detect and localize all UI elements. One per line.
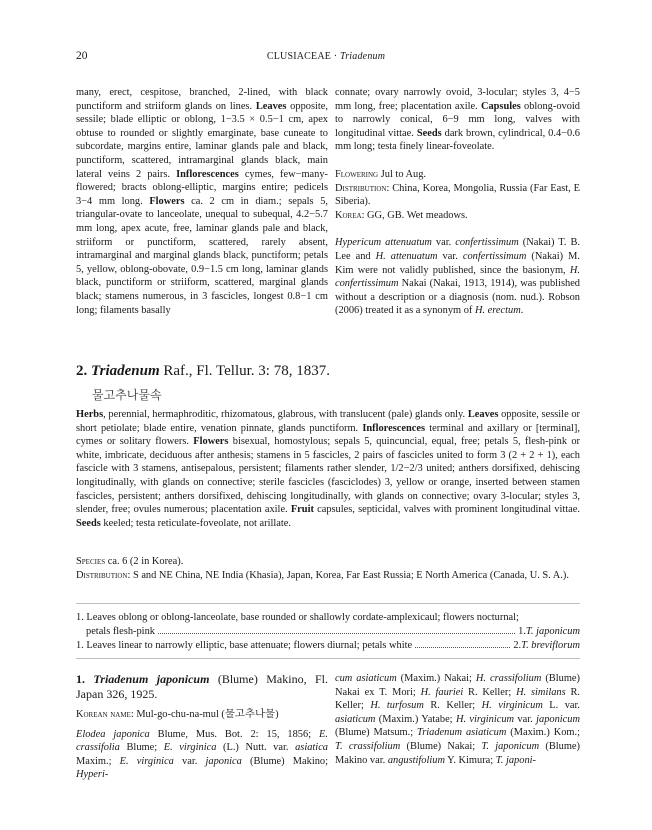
synonym-name: Triadenum asiaticum [417, 727, 507, 739]
note-text: (Nakai) T. B. Lee and [335, 237, 580, 262]
synonym-name: H. crassifolium [475, 673, 542, 684]
synonym-text: R. Keller; [423, 700, 482, 712]
taxon-name: H. erectum [474, 305, 521, 317]
flowering-line [335, 168, 580, 182]
genus-distribution-line [76, 569, 580, 583]
flowering-text: Jul to Aug. [378, 168, 427, 180]
key-leader-dots [158, 633, 515, 634]
species-citation: (Blume) Makino, Fl. Japan 326, 1925. [76, 672, 329, 701]
seeds-label: Seeds [76, 517, 101, 529]
synonym-text: (Blume) Nakai ex T. Mori; [335, 673, 580, 698]
key-result-number: 1. [518, 626, 526, 637]
distribution-line [335, 182, 580, 209]
flowers-label: Flowers [149, 195, 185, 207]
synonym-name: H. virginicum [481, 700, 543, 712]
note-text: var. [437, 250, 463, 262]
synonym-text: var. [514, 713, 537, 725]
genus-name: Triadenum [91, 363, 160, 379]
synonym-name: Hyperi- [76, 769, 109, 781]
fruit-label: Fruit [290, 504, 314, 516]
key-result-number: 2. [513, 640, 522, 651]
key-lead-1-end [76, 625, 580, 639]
running-head-family: CLUSIACEAE · [266, 51, 340, 62]
taxon-name: H. attenuatum [375, 250, 438, 262]
synonym-text: Y. Kimura; [444, 754, 496, 766]
taxon-name: Hypericum attenuatum [335, 237, 432, 249]
synonymy-start [76, 728, 328, 782]
left-column-bottom [76, 672, 328, 782]
synonym-text: var. [173, 755, 206, 767]
synonym-name: E. virginica [163, 742, 217, 754]
synonym-name: E. virginica [119, 755, 174, 767]
inflorescences-label: Inflorescences [176, 168, 239, 180]
description-text: connate; ovary narrowly ovoid, 3-locular; styles 3, 4−5 mm long, free; placentation axile. [335, 87, 580, 112]
key-result-taxon: T. japonicum [525, 626, 580, 637]
species-number: 1. [76, 672, 94, 686]
right-column-bottom [335, 672, 580, 767]
taxon-name: confertissimum [455, 237, 519, 249]
species-description-end [335, 86, 580, 154]
synonym-text: (Maxim.) Nakai; [396, 673, 476, 684]
leaves-label: Leaves [467, 409, 499, 420]
synonym-text: (L.) Nutt. var. [216, 742, 296, 754]
synonym-name: H. fauriei [420, 686, 464, 698]
description-text: , perennial, hermaphroditic, rhizomatous, glabrous, with translucent (pale) glands only. [103, 409, 468, 420]
flowers-label: Flowers [193, 436, 229, 448]
genus-description [76, 408, 580, 530]
synonym-name: H. turfosum [370, 700, 424, 712]
description-text: terminal and axillary or [terminal], cymes or solitary flowers. [76, 422, 580, 448]
key-rule-top [76, 603, 580, 604]
description-text: dark brown, cylindrical, 0.4−0.6 mm long; testa finely linear-foveolate. [335, 127, 580, 153]
synonym-name: E. crassifolia [76, 728, 328, 754]
synonym-name: asiatica [295, 742, 328, 754]
left-column-top [76, 86, 328, 317]
korean-name-line [76, 708, 328, 722]
synonym-text: (Blume) Makino var. [335, 740, 580, 766]
synonym-name: asiaticum [335, 713, 376, 725]
synonym-text: Blume; [119, 742, 164, 754]
species-label: Species [76, 556, 106, 567]
capsules-label: Capsules [480, 100, 521, 112]
synonym-name: japonica [205, 755, 242, 767]
synonym-name: H. similans [516, 686, 566, 698]
running-head-genus: Triadenum [340, 51, 386, 62]
distribution-text: : China, Korea, Mongolia, Russia (Far East, E Siberia). [335, 182, 580, 208]
species-heading [76, 672, 328, 702]
synonym-text: Blume, Mus. Bot. 2: 15, 1856; [149, 728, 320, 740]
synonym-text: (Blume) Matsum.; [335, 727, 417, 739]
synonym-text: (Maxim.) Kom.; [506, 727, 580, 739]
key-rule-bottom [76, 658, 580, 659]
inflorescences-label: Inflorescences [362, 422, 426, 434]
synonym-text: (Blume) Nakai; [400, 740, 482, 752]
herbs-label: Herbs [76, 409, 104, 420]
description-text: ca. 2 cm in diam.; sepals 5, triangular-ovate to lanceolate, unequal to subequal, 4.2−5.7 mm long, apex acute, free, laminar glands pale and black, striiform or punctiform, scattered, rarely absent, intramarginal and marginal glands black, punctiform; petals 5, yellow, oblong-obovate, 0.9−1.5 cm long, laminar glands black, punctiform or striiform, scattered, marginal glands black; stamens numerous, in 3 fascicles, longest 0.8−1 cm long; filaments basally [76, 195, 328, 316]
synonym-name: cum asiaticum [335, 673, 397, 684]
flowering-label: Flowering [335, 168, 379, 180]
leaves-label: Leaves [255, 100, 287, 112]
species-count-line [76, 555, 580, 569]
key-result-taxon: T. breviflorum [521, 640, 580, 651]
korean-name-text: : Mul-go-chu-na-mul (물고추나물) [130, 709, 279, 720]
synonym-name: T. japonicum [481, 740, 540, 752]
key-leader-dots [415, 647, 510, 648]
distribution-label: Distribution [335, 182, 387, 194]
description-text: many, erect, cespitose, branched, 2-lined, with black punctiform and striiform glands on lines. [76, 87, 328, 112]
species-name: Triadenum japonicum [93, 672, 210, 686]
korean-name-label: Korean name [76, 709, 131, 720]
seeds-label: Seeds [416, 127, 442, 139]
distribution-text: : S and NE China, NE India (Khasia), Japan, Korea, Far East Russia; E North America (Canada, U. S. A.). [127, 570, 569, 581]
description-text: opposite, sessile; blade elliptic or oblong, 1−3.5 × 0.5−1 cm, apex obtuse to rounded or slightly emarginate, base cuneate to subcordate, margins entire, laminar glands pale and black, punctiform, scattered, intramarginal glands black, main lateral veins 2 pairs. [76, 100, 328, 180]
korea-text: : GG, GB. Wet meadows. [361, 209, 468, 221]
description-text: keeled; testa reticulate-foveolate, not arillate. [100, 517, 291, 529]
species-text: ca. 6 (2 in Korea). [105, 556, 184, 567]
key-lead-1-text: petals flesh-pink [86, 626, 155, 637]
note-text: . [520, 305, 524, 317]
synonym-name: T. crassifolium [335, 740, 401, 752]
synonym-text: (Maxim.) Yatabe; [375, 713, 456, 725]
note-text: var. [431, 237, 456, 249]
running-head [0, 51, 652, 62]
taxon-name: confertissimum [462, 250, 527, 262]
genus-species-distribution [76, 555, 580, 583]
synonym-name: angustifolium [387, 754, 445, 766]
synonymy-continued [335, 672, 580, 767]
description-text: bisexual, homostylous; sepals 5, quincuncial, equal, free; petals 5, flesh-pink or white, imbricate, deciduous after anthesis; stamens in 5 fascicles, 2 pairs of fascicles united to form 3 (2 + 2 + 1), each fascicle with 3 stamens, antisepalous, persistent; filaments rather slender, 1/2−2/3 united; anthers dorsifixed, dehiscing longitudinally, with glands on connective; sterile fascicles (fasciclodes) 3, yellow or orange, inserted between stamen fascicles, persistent; anthers dorsifixed, dehiscing longitudinally, with glands on connective; ovary 3-locular; styles 3, slender, free; ovules numerous; placentation axile. [76, 436, 580, 516]
genus-number: 2. [76, 363, 91, 379]
synonym-name: T. japoni- [495, 754, 536, 766]
description-text: cymes, few−many-flowered; bracts oblong-elliptic, margins entire; pedicels 3−4 mm long. [76, 168, 328, 207]
right-column-top [335, 86, 580, 318]
key-lead-2-text: 1. Leaves linear to narrowly elliptic, base attenuate; flowers diurnal; petals white [76, 640, 413, 651]
genus-citation: Raf., Fl. Tellur. 3: 78, 1837. [159, 363, 330, 379]
korea-label: Korea [335, 209, 362, 221]
species-description-continued [76, 86, 328, 317]
nomenclature-note [335, 236, 580, 318]
taxon-name: H. confertissimum [335, 264, 580, 290]
synonym-text: Maxim.; [76, 755, 120, 767]
genus-heading [76, 363, 330, 380]
note-text: (Nakai) M. Kim were not validly published, since the basionym, [335, 250, 580, 276]
identification-key [76, 611, 580, 653]
description-text: capsules, septicidal, valves with prominent longitudinal vittae. [313, 504, 580, 516]
synonym-name: Elodea japonica [76, 728, 150, 740]
synonym-name: H. virginicum [455, 713, 515, 725]
synonym-name: japonicum [536, 713, 580, 725]
synonym-text: L. var. [542, 700, 581, 712]
korea-line [335, 209, 580, 223]
page-number: 20 [76, 50, 88, 62]
synonym-text: (Blume) Makino; [241, 755, 328, 767]
synonym-text: R. Keller; [335, 686, 581, 712]
description-text: opposite, sessile or short petiolate; blade entire, venation pinnate, glands punctiform. [76, 409, 580, 434]
note-text: Nakai (Nakai, 1913, 1914), was published without a description or a diagnosis (nom. nud.). Robson (2006) treated it as a synonym of [335, 278, 580, 317]
genus-korean-name: 물고추나물속 [92, 388, 162, 402]
synonym-text: R. Keller; [463, 686, 517, 698]
key-lead-1: 1. Leaves oblong or oblong-lanceolate, base rounded or shallowly cordate-amplexicaul; flowers nocturnal; [76, 612, 519, 623]
distribution-label: Distribution [76, 570, 128, 581]
description-text: oblong-ovoid to narrowly conical, 6−9 mm long, valves with longitudinal vittae. [335, 100, 580, 139]
key-lead-2 [76, 639, 580, 653]
